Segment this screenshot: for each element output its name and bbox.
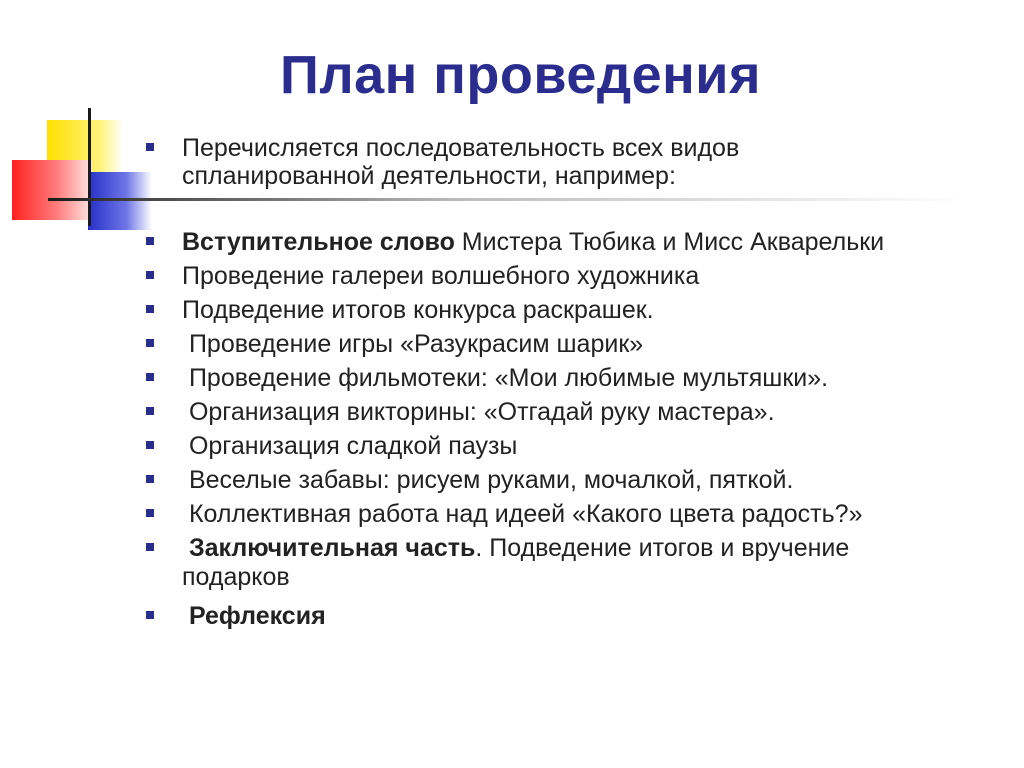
- decorative-squares: [0, 0, 200, 240]
- list-item: [146, 398, 986, 427]
- item-bold: Вступительное слово: [182, 228, 455, 256]
- list-item: [146, 262, 986, 291]
- item-text: Организация викторины: «Отгадай руку мастера».: [182, 398, 775, 426]
- bullet-icon: [146, 407, 154, 415]
- bullet-icon: [146, 543, 154, 551]
- page-title: План проведения: [280, 45, 762, 105]
- list-item: [146, 534, 986, 592]
- item-text: Мистера Тюбика и Мисс Акварельки: [454, 228, 885, 256]
- bullet-icon: [146, 475, 154, 483]
- plan-list: [146, 228, 986, 636]
- list-item: [146, 228, 986, 257]
- list-item: [146, 296, 986, 325]
- horizontal-rule: [48, 198, 968, 201]
- bullet-icon: [146, 441, 154, 449]
- item-text: Проведение игры «Разукрасим шарик»: [182, 330, 644, 358]
- item-bold: Рефлексия: [182, 602, 326, 630]
- item-text: Проведение галереи волшебного художника: [182, 262, 700, 290]
- item-text: . Подведение итогов и вручение: [475, 534, 850, 562]
- bullet-icon: [146, 271, 154, 279]
- list-item: [146, 364, 986, 393]
- item-text: Коллективная работа над идеей «Какого цвета радость?»: [182, 500, 863, 528]
- bullet-icon: [146, 509, 154, 517]
- item-text: Организация сладкой паузы: [182, 432, 518, 460]
- intro-block: [146, 134, 966, 195]
- bullet-icon: [146, 339, 154, 347]
- intro-line-1: Перечисляется последовательность всех видов: [182, 134, 740, 162]
- list-item: [146, 330, 986, 359]
- blue-square: [88, 172, 152, 230]
- list-item: [146, 466, 986, 495]
- bullet-icon: [146, 237, 154, 245]
- list-item: [146, 602, 986, 631]
- red-square: [12, 160, 92, 220]
- bullet-icon: [146, 143, 154, 151]
- list-item: [146, 134, 966, 190]
- list-item: [146, 432, 986, 461]
- intro-line-2: спланированной деятельности, например:: [182, 162, 676, 190]
- list-item: [146, 500, 986, 529]
- bullet-icon: [146, 305, 154, 313]
- bullet-icon: [146, 373, 154, 381]
- item-bold: Заключительная часть: [182, 534, 476, 562]
- bullet-icon: [146, 611, 154, 619]
- item-text: Веселые забавы: рисуем руками, мочалкой, пяткой.: [182, 466, 794, 494]
- vertical-rule: [88, 108, 91, 226]
- item-text: Проведение фильмотеки: «Мои любимые мультяшки».: [182, 364, 829, 392]
- item-text: Подведение итогов конкурса раскрашек.: [182, 296, 654, 324]
- item-text-continued: подарков: [182, 563, 290, 591]
